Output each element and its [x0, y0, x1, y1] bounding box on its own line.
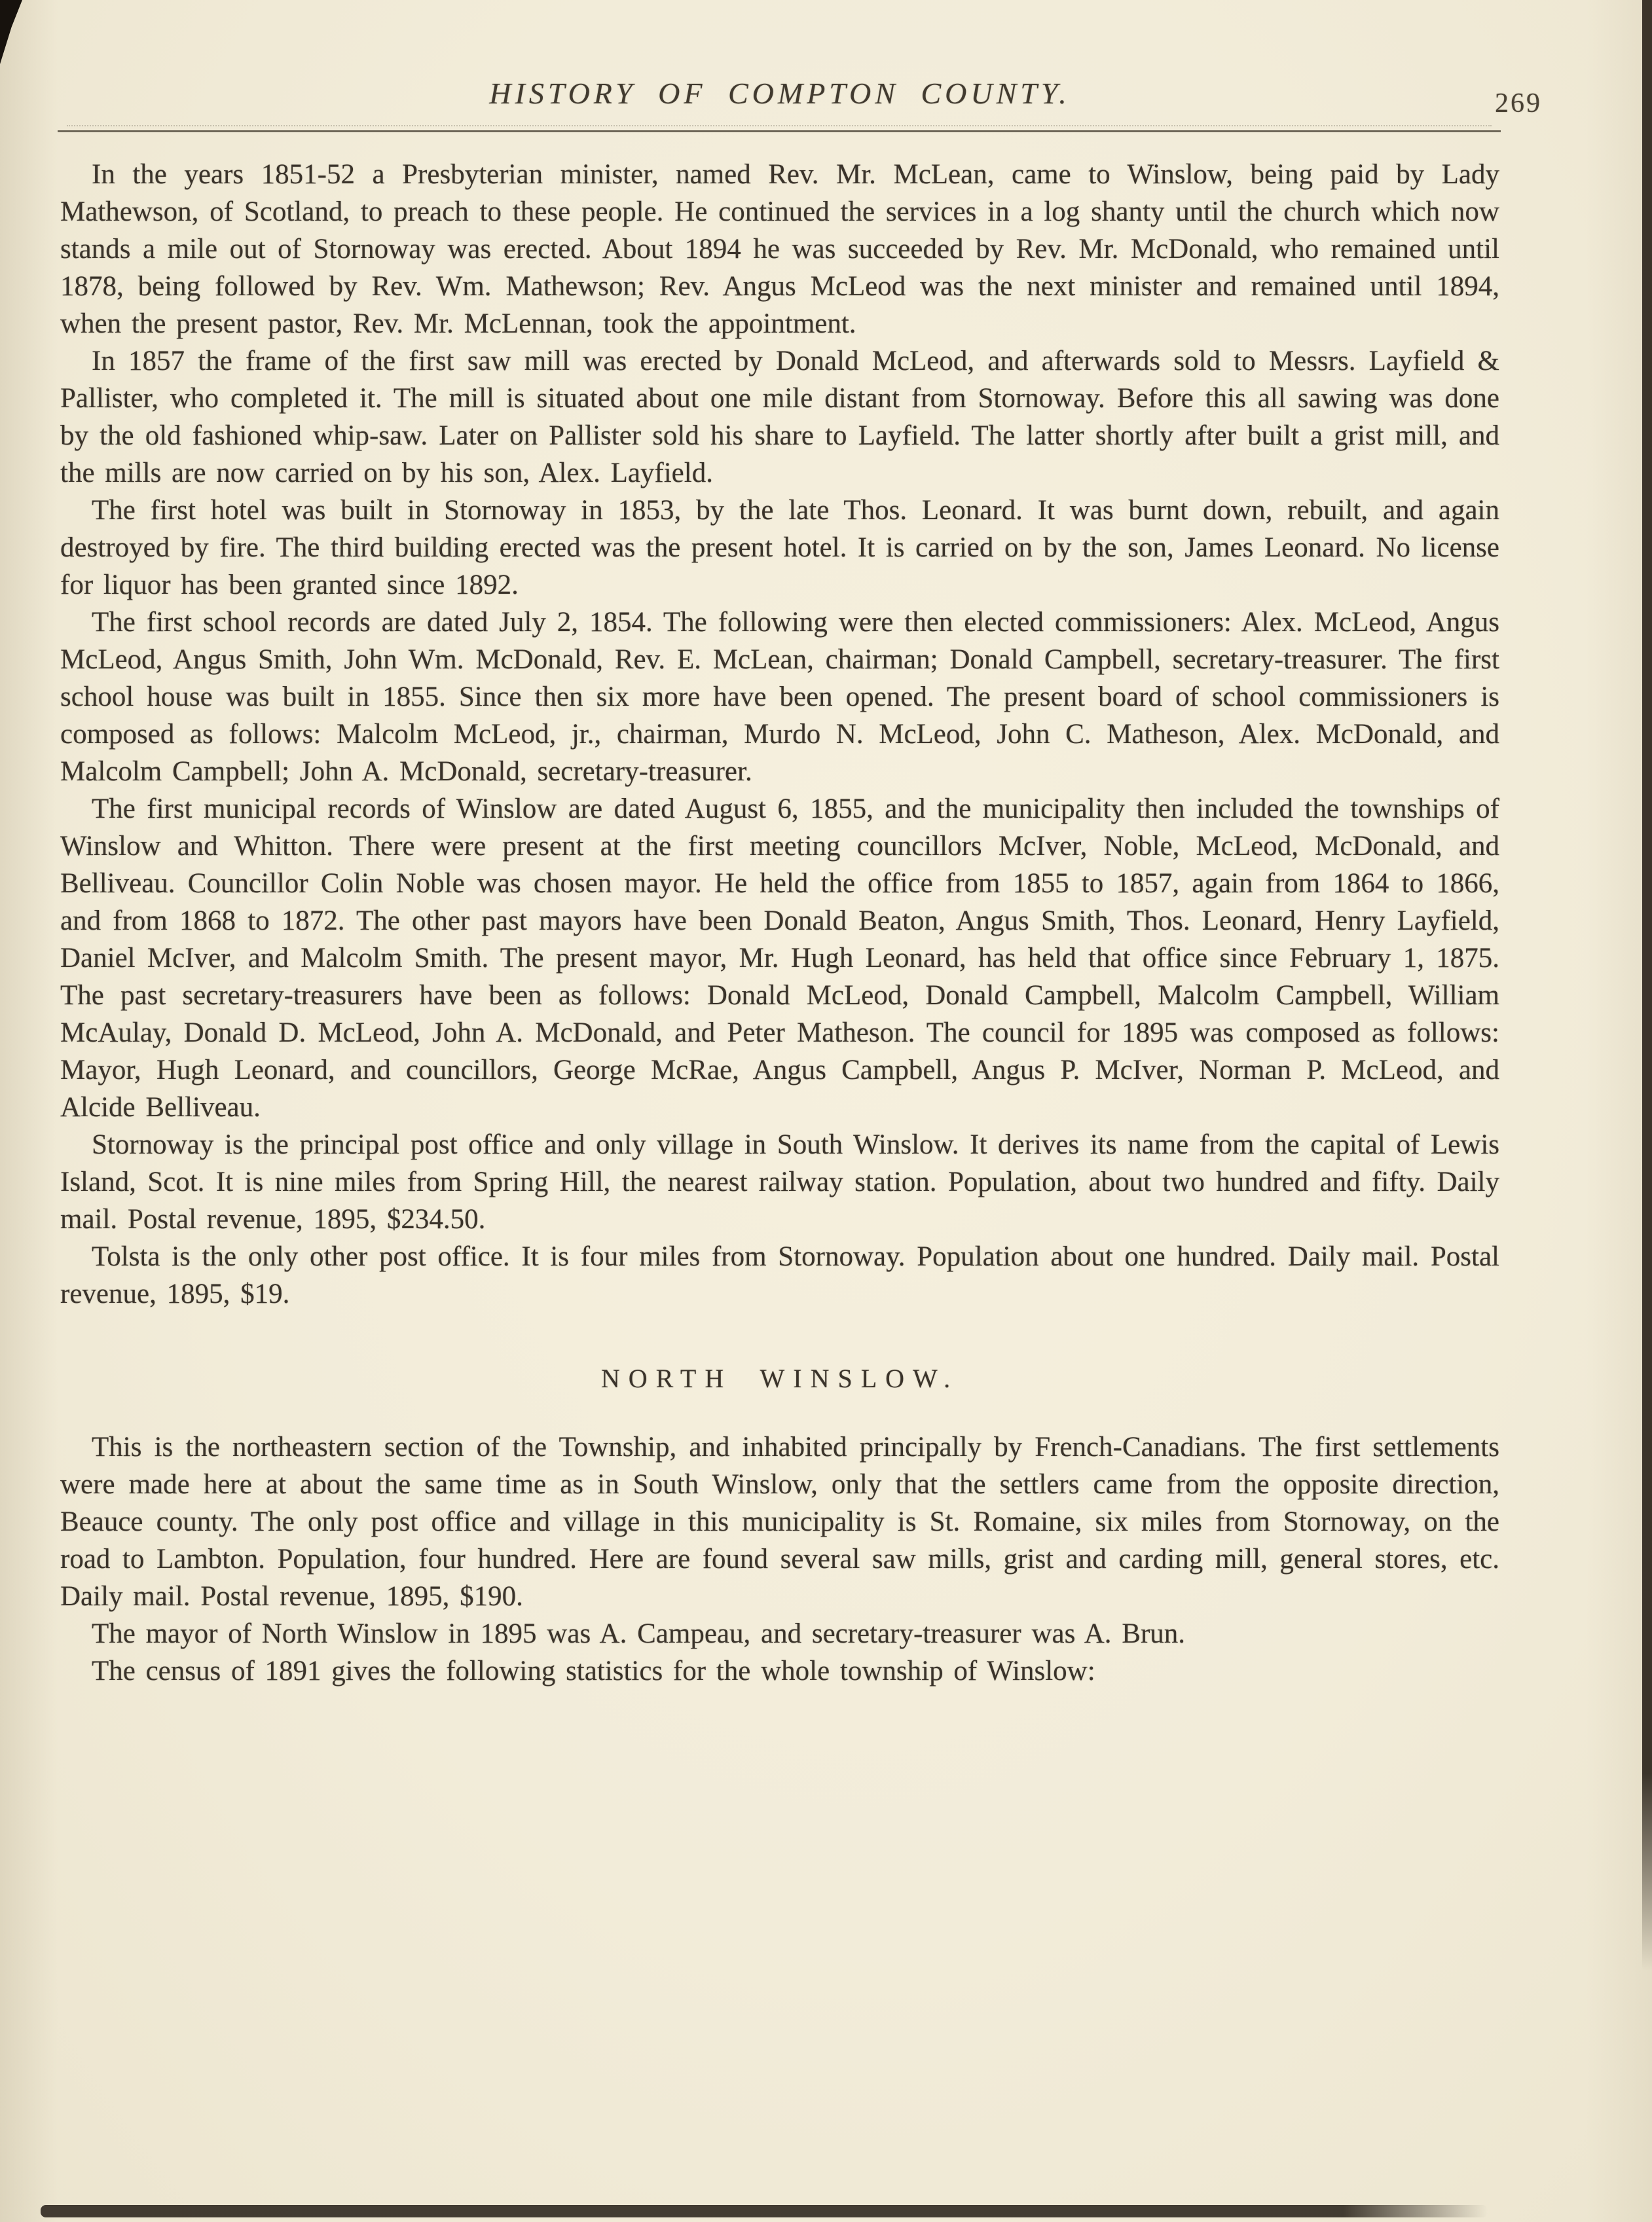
page-body	[60, 156, 1499, 1690]
body-paragraph: In 1857 the frame of the first saw mill was erected by Donald McLeod, and afterwards sold to Messrs. Layfield & Pallister, who completed it. The mill is situated about one mile distant from Stornoway. Before this all sawing was done by the old fashioned whip-saw. Later on Pallister sold his share to Layfield. The latter shortly after built a grist mill, and the mills are now carried on by his son, Alex. Layfield.	[60, 346, 1499, 488]
section-heading: NORTH WINSLOW.	[600, 1364, 959, 1393]
body-paragraph: The first hotel was built in Stornoway in 1853, by the late Thos. Leonard. It was burnt down, rebuilt, and again destroyed by fire. The third building erected was the present hotel. It is carried on by the son, James Leonard. No license for liquor has been granted since 1892.	[60, 495, 1499, 600]
page-number: 269	[1495, 88, 1542, 118]
body-paragraph: The census of 1891 gives the following statistics for the whole township of Winslow:	[92, 1656, 1095, 1686]
header-rule	[58, 130, 1501, 132]
page-title: HISTORY OF COMPTON COUNTY.	[489, 77, 1071, 110]
body-paragraph: This is the northeastern section of the Township, and inhabited principally by French-Canadians. The first settlements were made here at about the same time as in South Winslow, only that the settlers came from the opposite direction, Beauce county. The only post office and village in this municipality is St. Romaine, six miles from Stornoway, on the road to Lambton. Population, four hundred. Here are found several saw mills, grist and carding mill, general stores, etc. Daily mail. Postal revenue, 1895, $190.	[60, 1432, 1499, 1612]
scan-artifact-top-left	[0, 0, 22, 64]
scan-artifact-right-edge	[1642, 0, 1652, 1971]
body-paragraph: Tolsta is the only other post office. It is four miles from Stornoway. Population about one hundred. Daily mail. Postal revenue, 1895, $19.	[60, 1241, 1499, 1309]
body-paragraph: The first municipal records of Winslow are dated August 6, 1855, and the municipality then included the townships of Winslow and Whitton. There were present at the first meeting councillors McIver, Noble, McLeod, McDonald, and Belliveau. Councillor Colin Noble was chosen mayor. He held the office from 1855 to 1857, again from 1864 to 1866, and from 1868 to 1872. The other past mayors have been Donald Beaton, Angus Smith, Thos. Leonard, Henry Layfield, Daniel McIver, and Malcolm Smith. The present mayor, Mr. Hugh Leonard, has held that office since February 1, 1875. The past secretary-treasurers have been as follows: Donald McLeod, Donald Campbell, Malcolm Campbell, William McAulay, Donald D. McLeod, John A. McDonald, and Peter Matheson. The council for 1895 was composed as follows: Mayor, Hugh Leonard, and councillors, George McRae, Angus Campbell, Angus P. McIver, Norman P. McLeod, and Alcide Belliveau.	[60, 793, 1499, 1123]
body-paragraph: In the years 1851-52 a Presbyterian minister, named Rev. Mr. McLean, came to Winslow, being paid by Lady Mathewson, of Scotland, to preach to these people. He continued the services in a log shanty until the church which now stands a mile out of Stornoway was erected. About 1894 he was succeeded by Rev. Mr. McDonald, who remained until 1878, being followed by Rev. Wm. Mathewson; Rev. Angus McLeod was the next minister and remained until 1894, when the present pastor, Rev. Mr. McLennan, took the appointment.	[60, 159, 1499, 339]
scan-artifact-bottom-edge	[41, 2205, 1488, 2217]
body-paragraph: Stornoway is the principal post office and only village in South Winslow. It derives its name from the capital of Lewis Island, Scot. It is nine miles from Spring Hill, the nearest railway station. Population, about two hundred and fifty. Daily mail. Postal revenue, 1895, $234.50.	[60, 1129, 1499, 1235]
running-header	[60, 76, 1499, 123]
body-paragraph: The mayor of North Winslow in 1895 was A. Campeau, and secretary-treasurer was A. Brun.	[92, 1618, 1186, 1649]
body-paragraph: The first school records are dated July 2, 1854. The following were then elected commissioners: Alex. McLeod, Angus McLeod, Angus Smith, John Wm. McDonald, Rev. E. McLean, chairman; Donald Campbell, secretary-treasurer. The first school house was built in 1855. Since then six more have been opened. The present board of school commissioners is composed as follows: Malcolm McLeod, jr., chairman, Murdo N. McLeod, John C. Matheson, Alex. McDonald, and Malcolm Campbell; John A. McDonald, secretary-treasurer.	[60, 607, 1499, 787]
